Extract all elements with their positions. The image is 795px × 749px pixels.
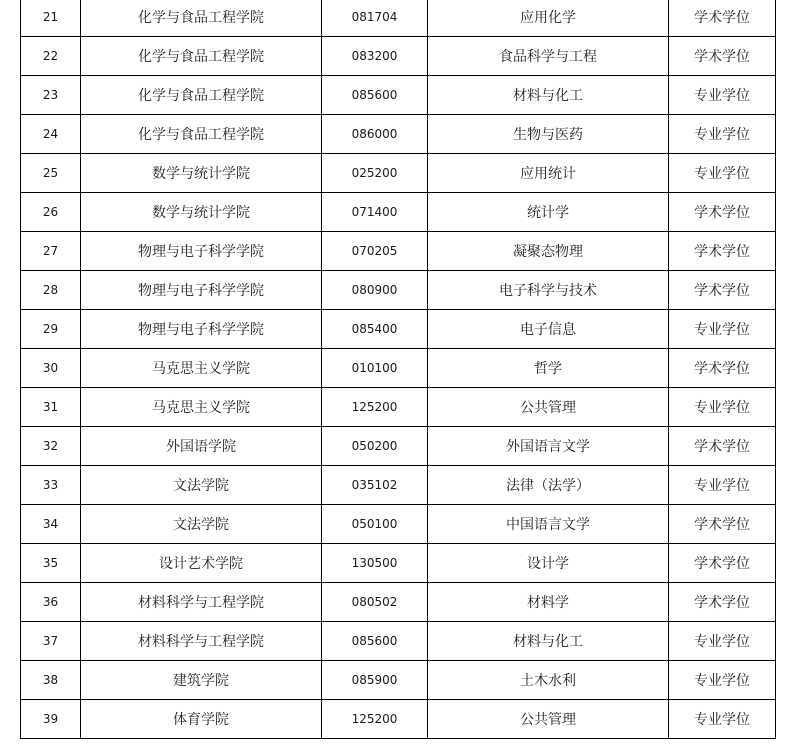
program-code-cell: 125200 [322,388,428,427]
row-number-cell: 33 [21,466,81,505]
table-row [21,349,776,388]
program-code-cell: 081704 [322,0,428,37]
row-number-cell: 32 [21,427,81,466]
degree-type-cell: 专业学位 [669,622,776,661]
major-name-cell: 材料与化工 [428,76,669,115]
row-number-cell: 29 [21,310,81,349]
table-row [21,310,776,349]
major-name-cell: 凝聚态物理 [428,232,669,271]
school-cell: 物理与电子科学学院 [81,271,322,310]
degree-type-cell: 专业学位 [669,310,776,349]
program-code-cell: 085600 [322,622,428,661]
school-cell: 外国语学院 [81,427,322,466]
school-cell: 马克思主义学院 [81,388,322,427]
row-number-cell: 31 [21,388,81,427]
degree-type-cell: 专业学位 [669,466,776,505]
school-cell: 化学与食品工程学院 [81,115,322,154]
program-code-cell: 130500 [322,544,428,583]
major-name-cell: 材料学 [428,583,669,622]
degree-type-cell: 学术学位 [669,427,776,466]
table-row [21,193,776,232]
school-cell: 数学与统计学院 [81,193,322,232]
table-row [21,466,776,505]
degree-type-cell: 专业学位 [669,76,776,115]
program-code-cell: 125200 [322,700,428,739]
degree-type-cell: 学术学位 [669,583,776,622]
table-row [21,271,776,310]
table-row [21,388,776,427]
row-number-cell: 21 [21,0,81,37]
row-number-cell: 24 [21,115,81,154]
degree-type-cell: 学术学位 [669,349,776,388]
degree-type-cell: 专业学位 [669,700,776,739]
major-name-cell: 应用统计 [428,154,669,193]
program-table-body [21,0,776,739]
school-cell: 化学与食品工程学院 [81,0,322,37]
row-number-cell: 37 [21,622,81,661]
row-number-cell: 27 [21,232,81,271]
school-cell: 数学与统计学院 [81,154,322,193]
degree-type-cell: 学术学位 [669,37,776,76]
row-number-cell: 38 [21,661,81,700]
major-name-cell: 生物与医药 [428,115,669,154]
major-name-cell: 土木水利 [428,661,669,700]
program-code-cell: 010100 [322,349,428,388]
degree-type-cell: 学术学位 [669,0,776,37]
school-cell: 文法学院 [81,505,322,544]
degree-type-cell: 学术学位 [669,544,776,583]
major-name-cell: 外国语言文学 [428,427,669,466]
table-row [21,154,776,193]
table-row [21,583,776,622]
degree-type-cell: 专业学位 [669,388,776,427]
row-number-cell: 34 [21,505,81,544]
row-number-cell: 23 [21,76,81,115]
program-code-cell: 070205 [322,232,428,271]
school-cell: 化学与食品工程学院 [81,37,322,76]
table-row [21,622,776,661]
program-table [20,0,776,739]
school-cell: 物理与电子科学学院 [81,232,322,271]
program-code-cell: 085400 [322,310,428,349]
program-code-cell: 050200 [322,427,428,466]
row-number-cell: 30 [21,349,81,388]
row-number-cell: 28 [21,271,81,310]
row-number-cell: 35 [21,544,81,583]
major-name-cell: 公共管理 [428,388,669,427]
degree-type-cell: 学术学位 [669,271,776,310]
major-name-cell: 统计学 [428,193,669,232]
table-row [21,37,776,76]
row-number-cell: 26 [21,193,81,232]
degree-type-cell: 专业学位 [669,661,776,700]
major-name-cell: 应用化学 [428,0,669,37]
major-name-cell: 食品科学与工程 [428,37,669,76]
school-cell: 体育学院 [81,700,322,739]
major-name-cell: 材料与化工 [428,622,669,661]
degree-type-cell: 专业学位 [669,154,776,193]
table-row [21,115,776,154]
program-code-cell: 025200 [322,154,428,193]
school-cell: 化学与食品工程学院 [81,76,322,115]
table-row [21,232,776,271]
program-code-cell: 071400 [322,193,428,232]
row-number-cell: 36 [21,583,81,622]
program-code-cell: 035102 [322,466,428,505]
table-row [21,0,776,37]
school-cell: 材料科学与工程学院 [81,583,322,622]
program-code-cell: 083200 [322,37,428,76]
table-row [21,544,776,583]
program-code-cell: 085600 [322,76,428,115]
school-cell: 文法学院 [81,466,322,505]
major-name-cell: 电子科学与技术 [428,271,669,310]
major-name-cell: 法律（法学） [428,466,669,505]
major-name-cell: 中国语言文学 [428,505,669,544]
table-row [21,505,776,544]
table-row [21,700,776,739]
degree-type-cell: 学术学位 [669,505,776,544]
program-code-cell: 085900 [322,661,428,700]
school-cell: 马克思主义学院 [81,349,322,388]
degree-type-cell: 专业学位 [669,115,776,154]
major-name-cell: 公共管理 [428,700,669,739]
table-row [21,661,776,700]
row-number-cell: 22 [21,37,81,76]
program-code-cell: 080900 [322,271,428,310]
school-cell: 材料科学与工程学院 [81,622,322,661]
major-name-cell: 哲学 [428,349,669,388]
school-cell: 建筑学院 [81,661,322,700]
program-code-cell: 080502 [322,583,428,622]
degree-type-cell: 学术学位 [669,232,776,271]
row-number-cell: 39 [21,700,81,739]
row-number-cell: 25 [21,154,81,193]
program-code-cell: 086000 [322,115,428,154]
school-cell: 设计艺术学院 [81,544,322,583]
major-name-cell: 电子信息 [428,310,669,349]
degree-type-cell: 学术学位 [669,193,776,232]
major-name-cell: 设计学 [428,544,669,583]
school-cell: 物理与电子科学学院 [81,310,322,349]
table-row [21,76,776,115]
program-code-cell: 050100 [322,505,428,544]
table-row [21,427,776,466]
